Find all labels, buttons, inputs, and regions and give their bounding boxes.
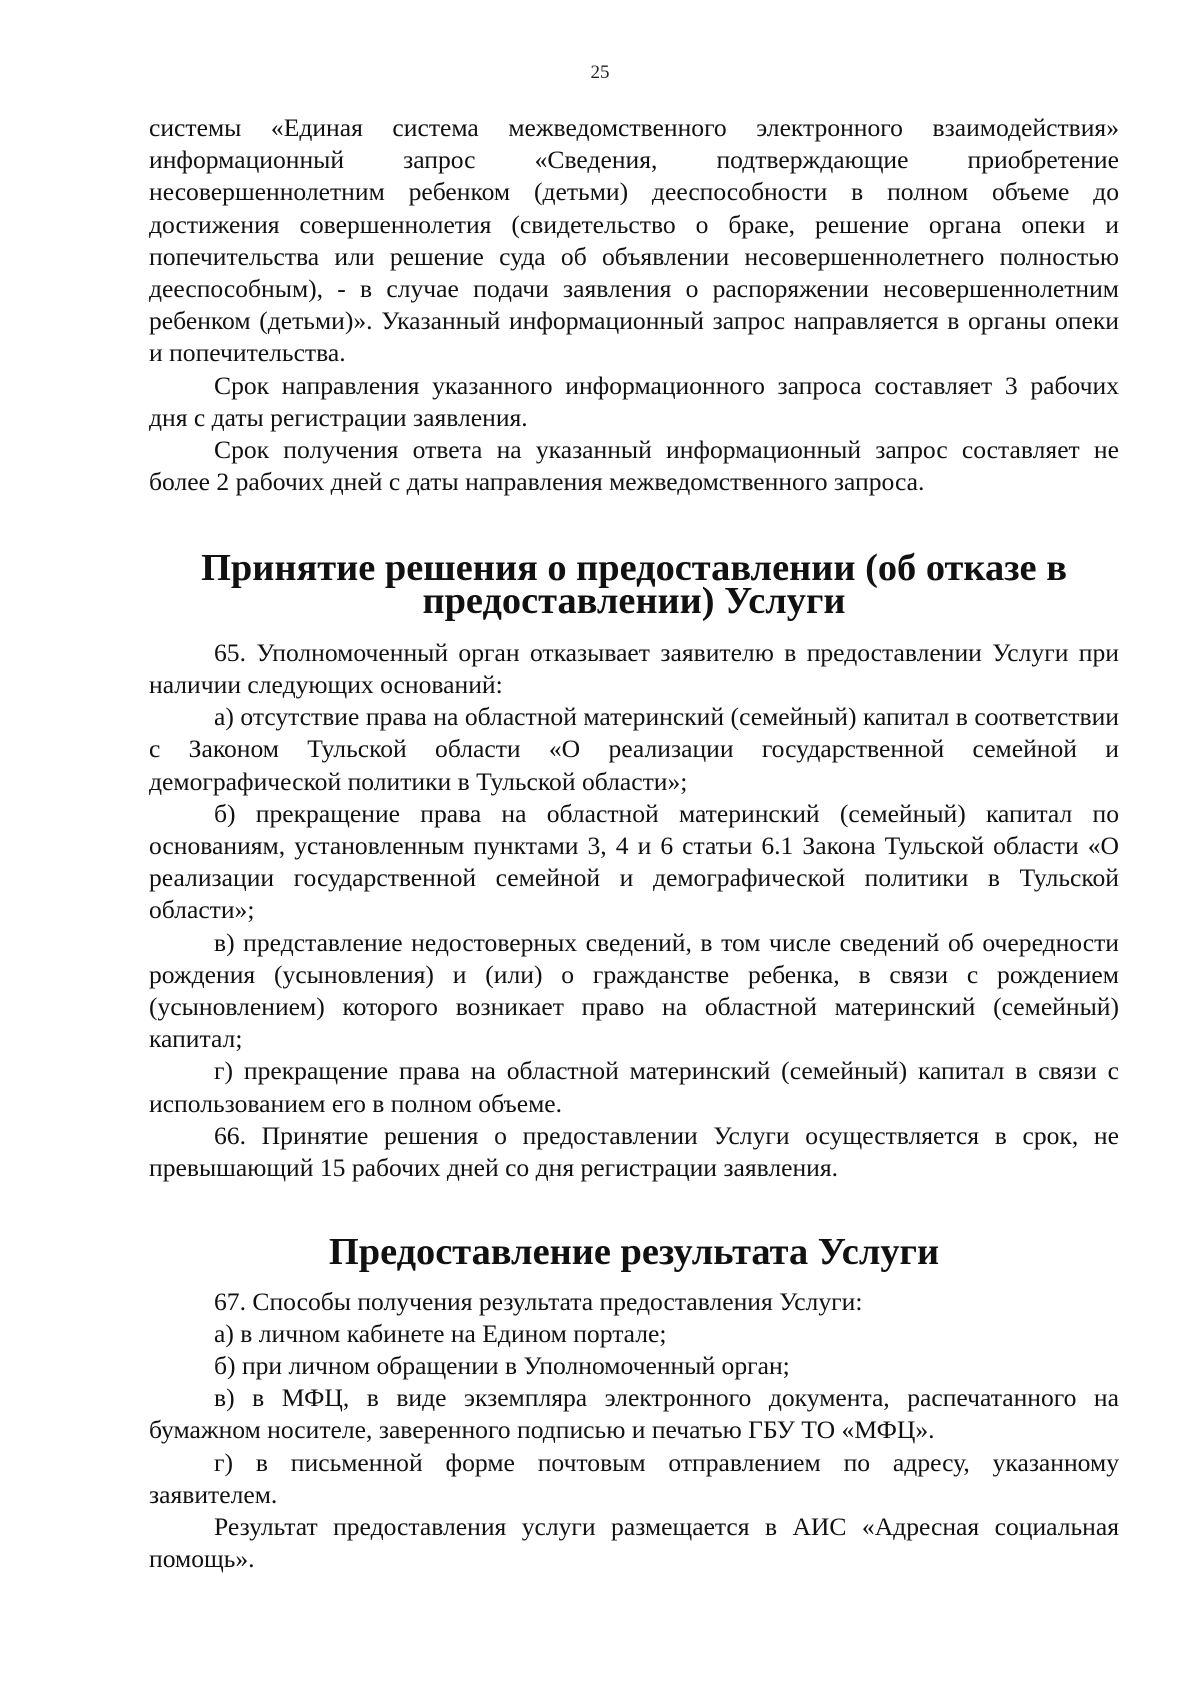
paragraph-item-67-b: б) при личном обращении в Уполномоченный орган; [214,1350,790,1380]
paragraph-result-placement: Результат предоставления услуги размещается в АИС «Адресная социальная помощь». [149,1511,1119,1574]
paragraph-request-deadline: Срок направления указанного информационного запроса составляет 3 рабочих дня с даты регистрации заявления. [149,370,1119,432]
paragraph-item-65-b: б) прекращение права на областной материнский (семейный) капитал по основаниям, установленным пунктами 3, 4 и 6 статьи 6.1 Закона Тульской области «О реализации государственной семейной и демографической политики в Тульской области»; [149,798,1119,925]
paragraph-item-66: 66. Принятие решения о предоставлении Услуги осуществляется в срок, не превышающий 15 рабочих дней со дня регистрации заявления. [149,1120,1119,1183]
paragraph-response-deadline: Срок получения ответа на указанный информационный запрос составляет не более 2 рабочих дней с даты направления межведомственного запроса. [149,435,1119,497]
paragraph-item-65: 65. Уполномоченный орган отказывает заявителю в предоставлении Услуги при наличии следующих оснований: [149,637,1119,700]
page-number: 25 [590,62,610,83]
paragraph-continuation: системы «Единая система межведомственного электронного взаимодействия» информационный запрос «Сведения, подтверждающие приобретение несовершеннолетним ребенком (детьми) дееспособности в полном объеме до достижения совершеннолетия (свидетельство о браке, решение органа опеки и попечительства или решение суда об объявлении несовершеннолетнего полностью дееспособным), - в случае подачи заявления о распоряжении несовершеннолетним ребенком (детьми)». Указанный информационный запрос направляется в органы опеки и попечительства. [149,113,1119,368]
section-heading-result: Предоставление результата Услуги [328,1231,940,1274]
paragraph-item-67-g: г) в письменной форме почтовым отправлением по адресу, указанному заявителем. [149,1447,1119,1509]
paragraph-item-65-a: а) отсутствие права на областной материнский (семейный) капитал в соответствии с Законом Тульской области «О реализации государственной семейной и демографической политики в Тульской области»; [149,702,1119,796]
paragraph-item-67: 67. Способы получения результата предоставления Услуги: [214,1286,863,1316]
paragraph-item-67-a: а) в личном кабинете на Едином портале; [214,1318,667,1348]
paragraph-item-65-g: г) прекращение права на областной материнский (семейный) капитал в связи с использованием его в полном объеме. [149,1056,1119,1118]
paragraph-item-65-v: в) представление недостоверных сведений, в том числе сведений об очередности рождения (усыновления) и (или) о гражданстве ребенка, в связи с рождением (усыновлением) которого возникает право на областной материнский (семейный) капитал; [149,927,1119,1054]
section-heading-decision: Принятие решения о предоставлении (об отказе в предоставлении) Услуги [201,547,1067,622]
paragraph-item-67-v: в) в МФЦ, в виде экземпляра электронного документа, распечатанного на бумажном носителе, заверенного подписью и печатью ГБУ ТО «МФЦ». [149,1383,1119,1445]
document-body [149,112,1119,1575]
